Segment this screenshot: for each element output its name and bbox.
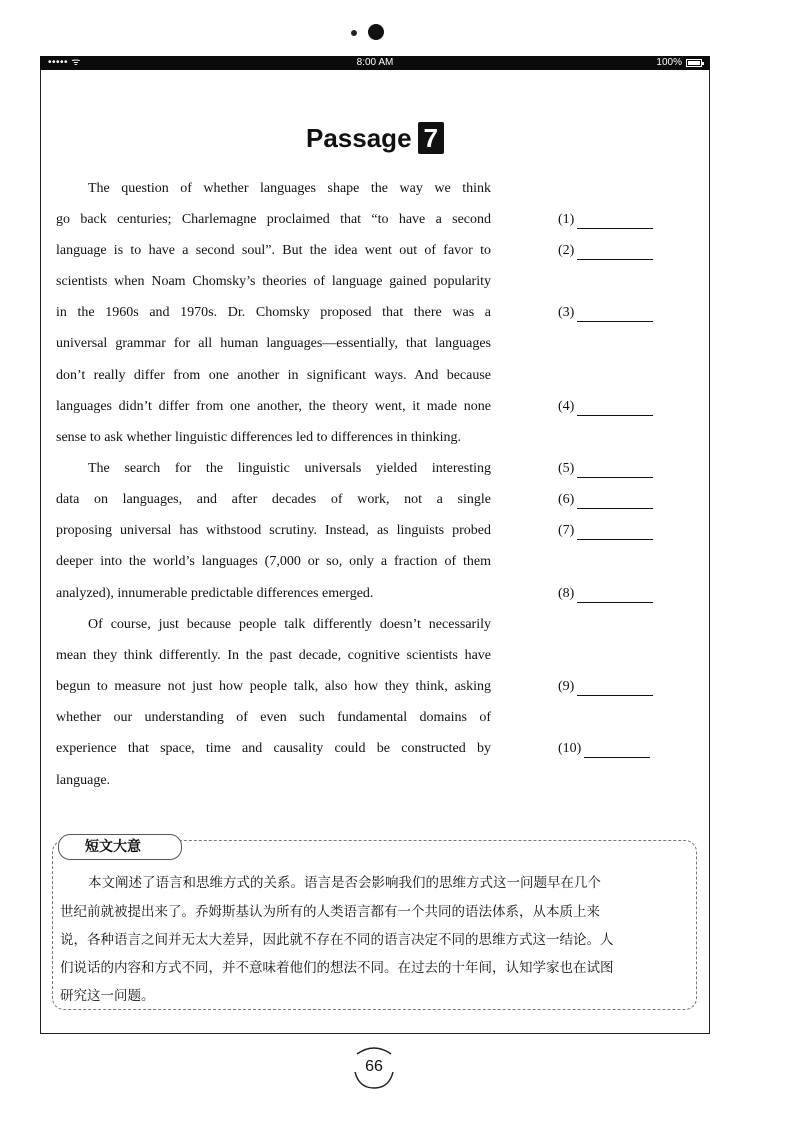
answer-blank-8[interactable] xyxy=(558,585,653,603)
passage-line: language. xyxy=(56,773,111,788)
blank-label: (5) xyxy=(558,461,575,476)
blank-line xyxy=(577,589,653,603)
page-number-text: 66 xyxy=(365,1058,383,1075)
answer-blank-6[interactable] xyxy=(558,491,653,509)
blank-line xyxy=(577,402,653,416)
passage-line: The question of whether languages shape the way we think xyxy=(88,181,491,196)
camera-lens xyxy=(368,24,384,40)
device-camera xyxy=(0,22,800,42)
answer-blank-7[interactable] xyxy=(558,522,653,540)
passage-line: scientists when Noam Chomsky’s theories of language gained popularity xyxy=(56,274,491,289)
answer-blank-1[interactable] xyxy=(558,211,653,229)
passage-line: begun to measure not just how people talk, also how they think, asking xyxy=(56,679,491,694)
passage-line: language is to have a second soul”. But the idea went out of favor to xyxy=(56,243,491,258)
blank-label: (1) xyxy=(558,212,575,227)
blank-line xyxy=(577,495,653,509)
answer-blank-10[interactable] xyxy=(558,740,650,758)
answer-blank-3[interactable] xyxy=(558,304,653,322)
summary-line: 本文阐述了语言和思维方式的关系。语言是否会影响我们的思维方式这一问题早在几个 xyxy=(88,875,601,891)
passage-line: experience that space, time and causality could be constructed by xyxy=(56,741,491,756)
blank-label: (7) xyxy=(558,523,575,538)
page-number xyxy=(349,1044,399,1092)
passage-line: universal grammar for all human languages—essentially, that languages xyxy=(56,336,491,351)
passage-line: don’t really differ from one another in significant ways. And because xyxy=(56,368,491,383)
answer-blank-2[interactable] xyxy=(558,242,653,260)
summary-line: 说，各种语言之间并无太大差异，因此就不存在不同的语言决定不同的思维方式这一结论。人 xyxy=(60,932,614,948)
summary-heading: 短文大意 xyxy=(58,834,182,860)
passage-line: in the 1960s and 1970s. Dr. Chomsky proposed that there was a xyxy=(56,305,491,320)
summary-line: 世纪前就被提出来了。乔姆斯基认为所有的人类语言都有一个共同的语法体系，从本质上来 xyxy=(60,904,600,920)
passage-line: The search for the linguistic universals yielded interesting xyxy=(88,461,491,476)
passage-title xyxy=(0,122,750,154)
passage-line: mean they think differently. In the past decade, cognitive scientists have xyxy=(56,648,491,663)
blank-label: (8) xyxy=(558,586,575,601)
blank-line xyxy=(577,215,653,229)
summary-box xyxy=(52,840,697,1010)
sensor-dot xyxy=(351,30,357,36)
passage-line: data on languages, and after decades of work, not a single xyxy=(56,492,491,507)
blank-label: (4) xyxy=(558,399,575,414)
blank-line xyxy=(577,682,653,696)
summary-line: 研究这一问题。 xyxy=(60,988,155,1004)
battery-status xyxy=(656,56,702,70)
summary-line: 们说话的内容和方式不同，并不意味着他们的想法不同。在过去的十年间，认知学家也在试图 xyxy=(60,960,614,976)
passage-number-badge: 7 xyxy=(418,122,444,154)
battery-icon xyxy=(686,59,702,67)
answer-blank-5[interactable] xyxy=(558,460,653,478)
passage-line: sense to ask whether linguistic differences led to differences in thinking. xyxy=(56,430,461,445)
signal-indicator: ••••• ᯤ xyxy=(48,57,81,68)
passage-line: deeper into the world’s languages (7,000 or so, only a fraction of them xyxy=(56,554,491,569)
blank-line xyxy=(577,246,653,260)
passage-title-text: Passage xyxy=(306,123,412,153)
blank-label: (6) xyxy=(558,492,575,507)
status-time: 8:00 AM xyxy=(356,57,394,68)
status-bar xyxy=(40,56,710,70)
passage-line: proposing universal has withstood scrutiny. Instead, as linguists probed xyxy=(56,523,491,538)
blank-label: (2) xyxy=(558,243,575,258)
blank-label: (3) xyxy=(558,305,575,320)
passage-line: languages didn’t differ from one another, the theory went, it made none xyxy=(56,399,491,414)
blank-label: (9) xyxy=(558,679,575,694)
answer-blank-4[interactable] xyxy=(558,398,653,416)
blank-line xyxy=(577,308,653,322)
passage-line: Of course, just because people talk differently doesn’t necessarily xyxy=(88,617,491,632)
passage-line: whether our understanding of even such fundamental domains of xyxy=(56,710,491,725)
passage-line: go back centuries; Charlemagne proclaimed that “to have a second xyxy=(56,212,491,227)
battery-percent: 100% xyxy=(656,57,682,68)
answer-blank-9[interactable] xyxy=(558,678,653,696)
blank-line xyxy=(577,526,653,540)
blank-line xyxy=(577,464,653,478)
passage-line: analyzed), innumerable predictable differences emerged. xyxy=(56,586,374,601)
blank-label: (10) xyxy=(558,741,582,756)
blank-line xyxy=(584,744,650,758)
